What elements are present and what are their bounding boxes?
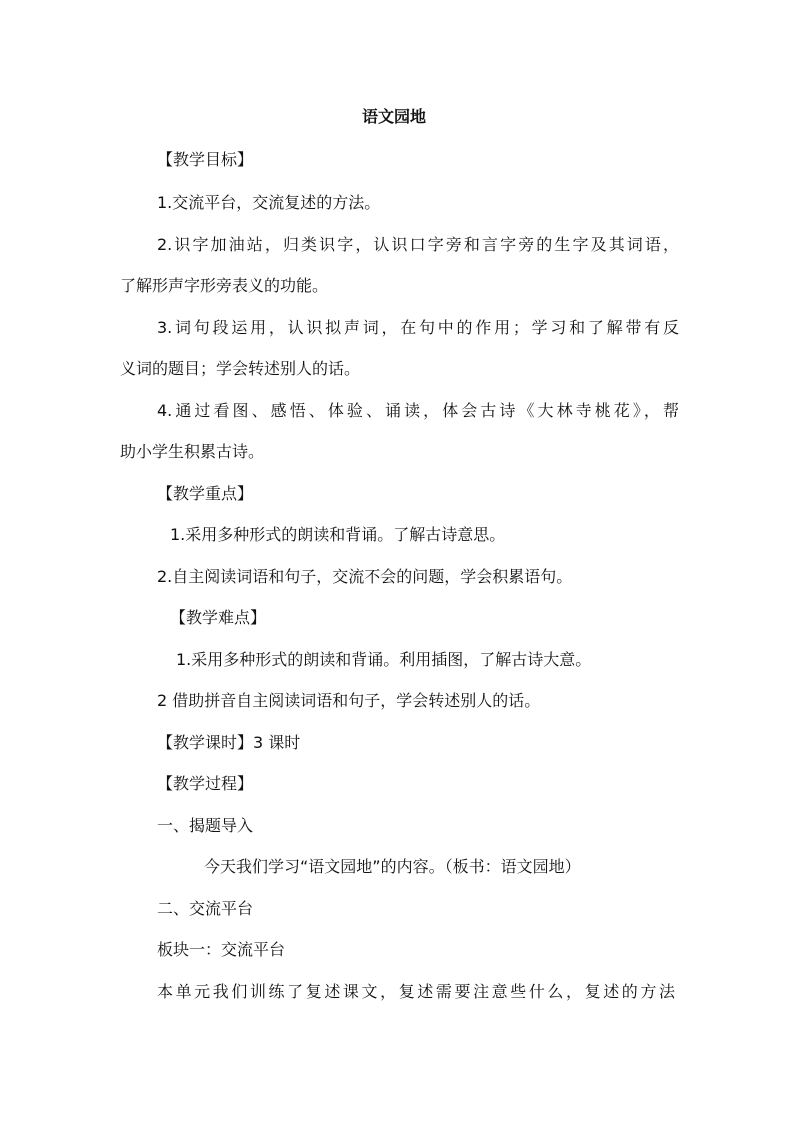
paragraph-line: 义词的题目；学会转述别人的话。: [120, 359, 361, 378]
section-heading-class-hours: 【教学课时】3 课时: [157, 733, 301, 752]
paragraph-line: 今天我们学习“语文园地”的内容。（板书：语文园地）: [204, 857, 581, 876]
subheading-intro: 一、揭题导入: [157, 816, 254, 835]
paragraph-line: 2 借助拼音自主阅读词语和句子，学会转述别人的话。: [157, 691, 541, 710]
paragraph-line: 了解形声字形旁表义的功能。: [120, 276, 329, 295]
section-heading-difficulties: 【教学难点】: [170, 608, 267, 627]
block-heading: 板块一：交流平台: [157, 940, 286, 959]
section-heading-objectives: 【教学目标】: [157, 150, 254, 169]
paragraph-line: 助小学生积累古诗。: [120, 442, 265, 461]
paragraph-line: 2.识字加油站，归类识字，认识口字旁和言字旁的生字及其词语，: [157, 235, 679, 254]
section-heading-process: 【教学过程】: [157, 774, 254, 793]
paragraph-line: 2.自主阅读词语和句子，交流不会的问题，学会积累语句。: [157, 567, 573, 586]
document-title: 语文园地: [362, 107, 427, 126]
paragraph-line: 4.通过看图、感悟、体验、诵读，体会古诗《大林寺桃花》，帮: [157, 401, 679, 420]
paragraph-line: 1.交流平台，交流复述的方法。: [157, 193, 381, 212]
paragraph-line: 1.采用多种形式的朗读和背诵。利用插图，了解古诗大意。: [176, 650, 592, 669]
paragraph-line: 3.词句段运用，认识拟声词，在句中的作用；学习和了解带有反: [157, 318, 679, 337]
paragraph-line: 本单元我们训练了复述课文，复述需要注意些什么，复述的方法: [157, 982, 675, 1001]
section-heading-key-points: 【教学重点】: [157, 484, 254, 503]
subheading-exchange: 二、交流平台: [157, 899, 254, 918]
paragraph-line: 1.采用多种形式的朗读和背诵。了解古诗意思。: [170, 525, 506, 544]
